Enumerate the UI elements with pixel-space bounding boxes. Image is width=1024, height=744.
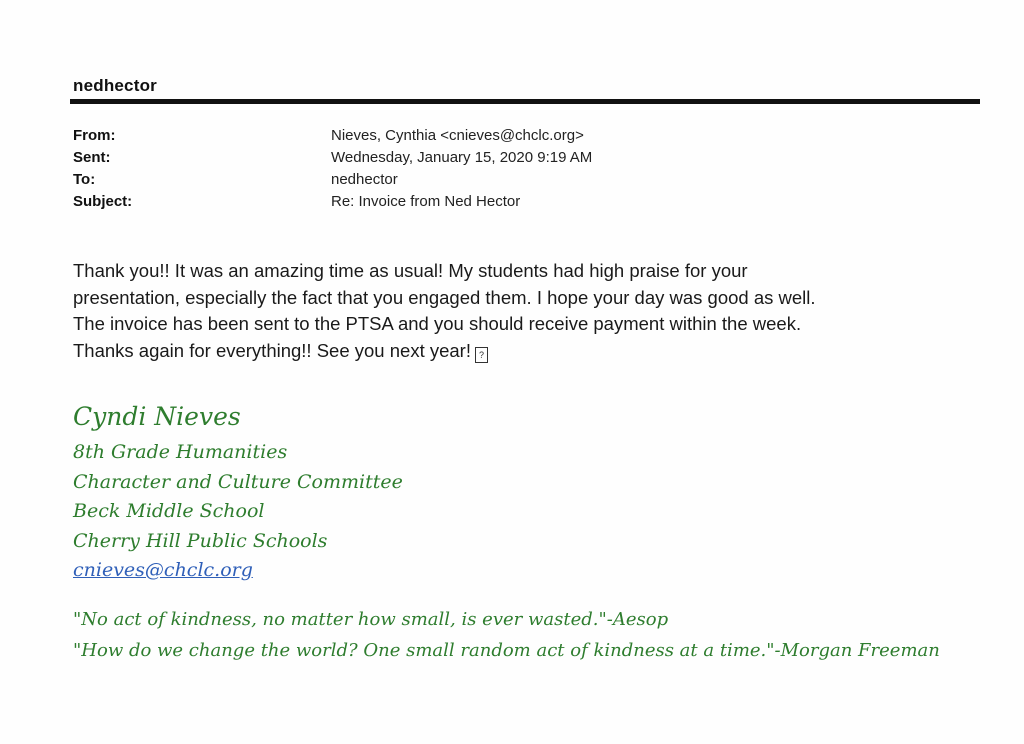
- subject-label: Subject:: [73, 193, 133, 210]
- signature-email-link[interactable]: cnieves@chclc.org: [73, 559, 253, 581]
- body-line: Thank you!! It was an amazing time as usual! My students had high praise for your: [73, 260, 748, 281]
- body-line: [73, 338, 973, 365]
- email-body: [73, 258, 973, 364]
- from-value: Nieves, Cynthia <cnieves@chclc.org>: [331, 127, 584, 144]
- to-row: [73, 169, 592, 191]
- from-label: From:: [73, 127, 116, 144]
- to-label: To:: [73, 171, 96, 188]
- email-header: [73, 125, 592, 213]
- body-line-text: Thanks again for everything!! See you next year!: [73, 339, 471, 361]
- body-line: The invoice has been sent to the PTSA and you should receive payment within the week.: [73, 313, 802, 334]
- body-line: presentation, especially the fact that you engaged them. I hope your day was good as well.: [73, 286, 816, 308]
- signature-district: Cherry Hill Public Schools: [73, 529, 328, 552]
- email-signature: [73, 400, 403, 586]
- signature-title: 8th Grade Humanities: [73, 441, 288, 463]
- quote-aesop: "No act of kindness, no matter how small, is ever wasted."-Aesop: [73, 609, 669, 630]
- from-row: [73, 125, 592, 147]
- mailbox-title: nedhector: [73, 76, 157, 95]
- title-divider: [70, 99, 980, 104]
- quote-morgan-freeman: "How do we change the world? One small random act of kindness at a time."-Morgan Freeman: [73, 640, 940, 661]
- signature-school: Beck Middle School: [73, 500, 265, 522]
- signature-name: Cyndi Nieves: [73, 402, 241, 431]
- sent-value: Wednesday, January 15, 2020 9:19 AM: [331, 149, 593, 166]
- signature-quotes: [73, 604, 940, 666]
- subject-row: [73, 191, 592, 213]
- sent-label: Sent:: [73, 149, 111, 166]
- sent-row: [73, 147, 592, 169]
- to-value: nedhector: [331, 171, 398, 188]
- signature-committee: Character and Culture Committee: [73, 470, 403, 493]
- missing-emoji-icon: ?: [475, 347, 488, 363]
- subject-value: Re: Invoice from Ned Hector: [331, 193, 521, 210]
